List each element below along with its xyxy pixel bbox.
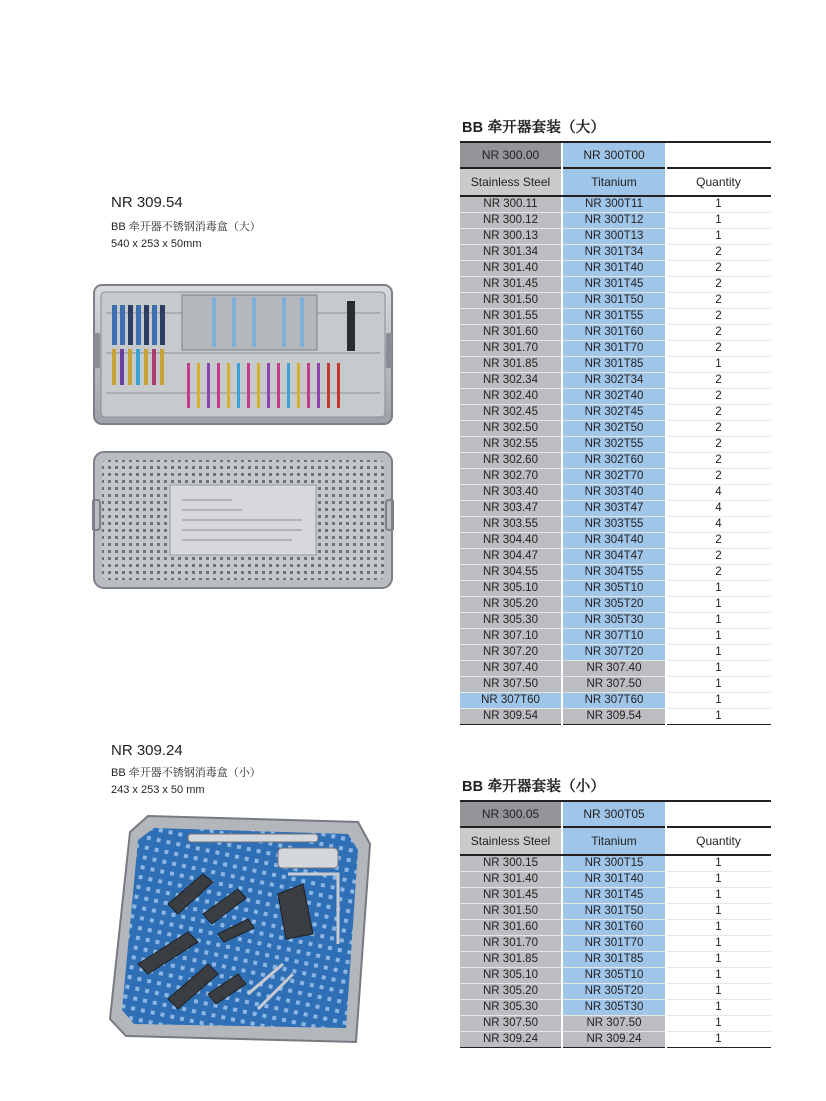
small-case-name: BB 牵开器不锈钢消毒盒（小）	[111, 767, 261, 779]
quantity: 1	[666, 645, 771, 661]
large-case-open-photo	[92, 283, 394, 426]
quantity: 1	[666, 196, 771, 213]
stainless-steel-code: NR 304.55	[460, 565, 562, 581]
quantity: 1	[666, 888, 771, 904]
table-row	[460, 453, 771, 469]
quantity: 2	[666, 405, 771, 421]
titanium-code: NR 301T85	[562, 952, 666, 968]
table-row	[460, 1000, 771, 1016]
small-set-header-row	[460, 827, 771, 855]
quantity: 2	[666, 325, 771, 341]
header-stainless-steel: Stainless Steel	[460, 168, 562, 196]
stainless-steel-code: NR 307.10	[460, 629, 562, 645]
table-row	[460, 629, 771, 645]
quantity: 1	[666, 1032, 771, 1048]
quantity: 4	[666, 485, 771, 501]
table-row	[460, 341, 771, 357]
table-row	[460, 293, 771, 309]
stainless-steel-code: NR 301.50	[460, 293, 562, 309]
small-set-title: BB 牵开器套装（小）	[462, 779, 606, 795]
titanium-code: NR 307.50	[562, 677, 666, 693]
titanium-code: NR 303T55	[562, 517, 666, 533]
table-row	[460, 952, 771, 968]
table-row	[460, 357, 771, 373]
table-row	[460, 613, 771, 629]
small-case-code: NR 309.24	[111, 742, 183, 759]
quantity: 1	[666, 968, 771, 984]
stainless-steel-code: NR 301.45	[460, 888, 562, 904]
titanium-code: NR 301T60	[562, 920, 666, 936]
large-case-lid-photo	[92, 450, 394, 590]
table-row	[460, 196, 771, 213]
large-case-code: NR 309.54	[111, 194, 183, 211]
quantity: 1	[666, 936, 771, 952]
table-row	[460, 888, 771, 904]
stainless-steel-code: NR 300.12	[460, 213, 562, 229]
titanium-code: NR 307.40	[562, 661, 666, 677]
stainless-steel-code: NR 302.34	[460, 373, 562, 389]
large-set-steel-code: NR 300.00	[460, 142, 562, 168]
titanium-code: NR 305T30	[562, 613, 666, 629]
table-row	[460, 245, 771, 261]
table-row	[460, 904, 771, 920]
table-row	[460, 677, 771, 693]
titanium-code: NR 301T70	[562, 341, 666, 357]
quantity: 1	[666, 213, 771, 229]
titanium-code: NR 307T20	[562, 645, 666, 661]
table-row	[460, 501, 771, 517]
large-set-header-row	[460, 168, 771, 196]
quantity: 2	[666, 341, 771, 357]
titanium-code: NR 300T13	[562, 229, 666, 245]
stainless-steel-code: NR 302.45	[460, 405, 562, 421]
titanium-code: NR 304T47	[562, 549, 666, 565]
table-row	[460, 389, 771, 405]
titanium-code: NR 303T47	[562, 501, 666, 517]
table-row	[460, 968, 771, 984]
table-row	[460, 1016, 771, 1032]
stainless-steel-code: NR 301.85	[460, 952, 562, 968]
stainless-steel-code: NR 307.50	[460, 677, 562, 693]
table-row	[460, 581, 771, 597]
table-row	[460, 693, 771, 709]
quantity: 1	[666, 1016, 771, 1032]
quantity: 1	[666, 677, 771, 693]
titanium-code: NR 301T45	[562, 277, 666, 293]
table-row	[460, 645, 771, 661]
quantity: 1	[666, 904, 771, 920]
stainless-steel-code: NR 303.47	[460, 501, 562, 517]
stainless-steel-code: NR 307.20	[460, 645, 562, 661]
titanium-code: NR 301T45	[562, 888, 666, 904]
titanium-code: NR 302T50	[562, 421, 666, 437]
titanium-code: NR 301T50	[562, 904, 666, 920]
stainless-steel-code: NR 305.30	[460, 1000, 562, 1016]
table-row	[460, 213, 771, 229]
table-row	[460, 261, 771, 277]
titanium-code: NR 301T70	[562, 936, 666, 952]
titanium-code: NR 302T55	[562, 437, 666, 453]
quantity: 1	[666, 597, 771, 613]
stainless-steel-code: NR 304.47	[460, 549, 562, 565]
table-row	[460, 421, 771, 437]
titanium-code: NR 300T11	[562, 196, 666, 213]
quantity: 2	[666, 549, 771, 565]
titanium-code: NR 304T40	[562, 533, 666, 549]
titanium-code: NR 301T40	[562, 261, 666, 277]
quantity: 2	[666, 261, 771, 277]
stainless-steel-code: NR 301.60	[460, 920, 562, 936]
stainless-steel-code: NR 304.40	[460, 533, 562, 549]
stainless-steel-code: NR 307T60	[460, 693, 562, 709]
titanium-code: NR 302T34	[562, 373, 666, 389]
titanium-code: NR 305T20	[562, 984, 666, 1000]
titanium-code: NR 301T40	[562, 872, 666, 888]
stainless-steel-code: NR 301.34	[460, 245, 562, 261]
header-titanium: Titanium	[562, 827, 666, 855]
stainless-steel-code: NR 302.40	[460, 389, 562, 405]
titanium-code: NR 309.54	[562, 709, 666, 725]
quantity: 1	[666, 952, 771, 968]
stainless-steel-code: NR 305.20	[460, 597, 562, 613]
table-row	[460, 325, 771, 341]
quantity: 2	[666, 453, 771, 469]
quantity: 1	[666, 920, 771, 936]
small-set-steel-code: NR 300.05	[460, 801, 562, 827]
quantity: 2	[666, 373, 771, 389]
stainless-steel-code: NR 300.11	[460, 196, 562, 213]
titanium-code: NR 301T34	[562, 245, 666, 261]
large-set-title: BB 牵开器套装（大）	[462, 120, 606, 136]
header-titanium: Titanium	[562, 168, 666, 196]
table-row	[460, 469, 771, 485]
stainless-steel-code: NR 301.70	[460, 341, 562, 357]
small-set-titanium-code: NR 300T05	[562, 801, 666, 827]
quantity: 2	[666, 565, 771, 581]
titanium-code: NR 305T20	[562, 597, 666, 613]
quantity: 2	[666, 245, 771, 261]
quantity: 2	[666, 421, 771, 437]
quantity: 2	[666, 309, 771, 325]
quantity: 1	[666, 1000, 771, 1016]
stainless-steel-code: NR 301.70	[460, 936, 562, 952]
stainless-steel-code: NR 307.40	[460, 661, 562, 677]
table-row	[460, 709, 771, 725]
large-set-code-row	[460, 142, 771, 168]
titanium-code: NR 300T12	[562, 213, 666, 229]
large-case-size: 540 x 253 x 50mm	[111, 238, 202, 250]
table-row	[460, 661, 771, 677]
header-quantity: Quantity	[666, 827, 771, 855]
quantity: 2	[666, 469, 771, 485]
table-row	[460, 597, 771, 613]
stainless-steel-code: NR 305.20	[460, 984, 562, 1000]
small-set-code-row	[460, 801, 771, 827]
table-row	[460, 872, 771, 888]
quantity: 2	[666, 437, 771, 453]
quantity: 4	[666, 501, 771, 517]
stainless-steel-code: NR 301.40	[460, 872, 562, 888]
quantity: 2	[666, 389, 771, 405]
table-row	[460, 437, 771, 453]
titanium-code: NR 307T60	[562, 693, 666, 709]
table-row	[460, 277, 771, 293]
stainless-steel-code: NR 302.60	[460, 453, 562, 469]
table-row	[460, 517, 771, 533]
stainless-steel-code: NR 301.55	[460, 309, 562, 325]
large-set-table	[460, 141, 771, 725]
header-stainless-steel: Stainless Steel	[460, 827, 562, 855]
quantity: 1	[666, 693, 771, 709]
stainless-steel-code: NR 303.40	[460, 485, 562, 501]
stainless-steel-code: NR 301.60	[460, 325, 562, 341]
table-row	[460, 485, 771, 501]
small-case-photo	[108, 814, 372, 1046]
table-row	[460, 229, 771, 245]
quantity: 2	[666, 277, 771, 293]
large-set-titanium-code: NR 300T00	[562, 142, 666, 168]
stainless-steel-code: NR 309.24	[460, 1032, 562, 1048]
large-case-name: BB 牵开器不锈钢消毒盒（大）	[111, 221, 261, 233]
stainless-steel-code: NR 302.70	[460, 469, 562, 485]
table-row	[460, 936, 771, 952]
table-row	[460, 1032, 771, 1048]
quantity: 4	[666, 517, 771, 533]
titanium-code: NR 305T10	[562, 581, 666, 597]
stainless-steel-code: NR 301.85	[460, 357, 562, 373]
stainless-steel-code: NR 301.45	[460, 277, 562, 293]
stainless-steel-code: NR 302.50	[460, 421, 562, 437]
quantity: 2	[666, 533, 771, 549]
titanium-code: NR 307.50	[562, 1016, 666, 1032]
small-set-blank-cell	[666, 801, 771, 827]
titanium-code: NR 302T60	[562, 453, 666, 469]
titanium-code: NR 309.24	[562, 1032, 666, 1048]
stainless-steel-code: NR 300.15	[460, 855, 562, 872]
titanium-code: NR 301T50	[562, 293, 666, 309]
stainless-steel-code: NR 305.10	[460, 968, 562, 984]
titanium-code: NR 305T30	[562, 1000, 666, 1016]
table-row	[460, 373, 771, 389]
table-row	[460, 549, 771, 565]
titanium-code: NR 302T45	[562, 405, 666, 421]
stainless-steel-code: NR 307.50	[460, 1016, 562, 1032]
titanium-code: NR 307T10	[562, 629, 666, 645]
titanium-code: NR 301T60	[562, 325, 666, 341]
titanium-code: NR 303T40	[562, 485, 666, 501]
stainless-steel-code: NR 305.10	[460, 581, 562, 597]
quantity: 1	[666, 629, 771, 645]
quantity: 1	[666, 872, 771, 888]
stainless-steel-code: NR 303.55	[460, 517, 562, 533]
stainless-steel-code: NR 301.40	[460, 261, 562, 277]
titanium-code: NR 302T70	[562, 469, 666, 485]
table-row	[460, 920, 771, 936]
stainless-steel-code: NR 300.13	[460, 229, 562, 245]
quantity: 1	[666, 709, 771, 725]
quantity: 1	[666, 661, 771, 677]
quantity: 1	[666, 984, 771, 1000]
table-row	[460, 984, 771, 1000]
titanium-code: NR 302T40	[562, 389, 666, 405]
large-set-blank-cell	[666, 142, 771, 168]
titanium-code: NR 301T55	[562, 309, 666, 325]
titanium-code: NR 301T85	[562, 357, 666, 373]
table-row	[460, 405, 771, 421]
titanium-code: NR 300T15	[562, 855, 666, 872]
titanium-code: NR 305T10	[562, 968, 666, 984]
header-quantity: Quantity	[666, 168, 771, 196]
small-set-table	[460, 800, 771, 1048]
table-row	[460, 309, 771, 325]
table-row	[460, 565, 771, 581]
quantity: 1	[666, 613, 771, 629]
table-row	[460, 855, 771, 872]
titanium-code: NR 304T55	[562, 565, 666, 581]
quantity: 1	[666, 357, 771, 373]
table-row	[460, 533, 771, 549]
small-case-size: 243 x 253 x 50 mm	[111, 784, 205, 796]
stainless-steel-code: NR 302.55	[460, 437, 562, 453]
stainless-steel-code: NR 309.54	[460, 709, 562, 725]
quantity: 1	[666, 855, 771, 872]
stainless-steel-code: NR 305.30	[460, 613, 562, 629]
stainless-steel-code: NR 301.50	[460, 904, 562, 920]
quantity: 1	[666, 229, 771, 245]
quantity: 1	[666, 581, 771, 597]
quantity: 2	[666, 293, 771, 309]
